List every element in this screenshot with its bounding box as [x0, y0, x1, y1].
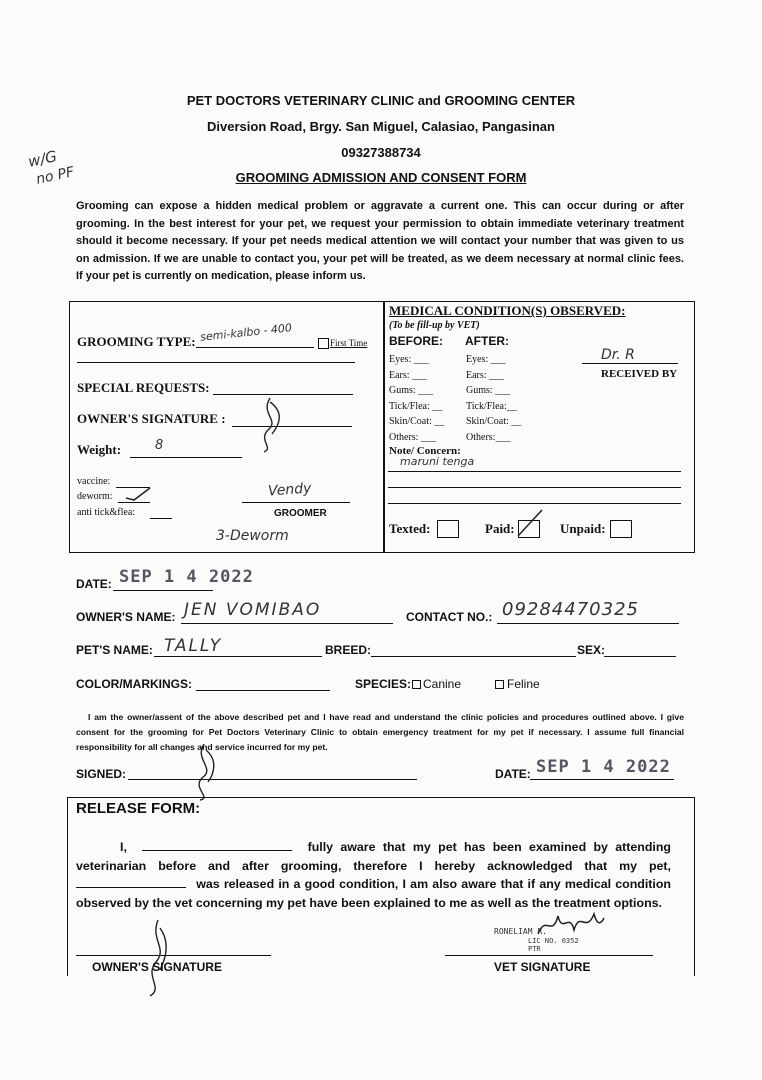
grooming-type-value[interactable]: semi-kalbo - 400: [199, 321, 293, 344]
vet-stamp-line1: RONELIAM R.: [494, 927, 547, 936]
received-by-label: RECEIVED BY: [601, 368, 678, 380]
after-item[interactable]: Others:___: [466, 431, 511, 443]
canine-checkbox[interactable]: [412, 680, 421, 689]
release-pet-name-line[interactable]: [76, 877, 186, 888]
date2-label: DATE:: [495, 767, 531, 781]
note-line-3: [388, 503, 681, 504]
after-item[interactable]: Tick/Flea:__: [466, 400, 517, 412]
grooming-type-line: [196, 347, 314, 348]
margin-note-line1: w/G: [26, 147, 59, 171]
feline-label: Feline: [507, 677, 540, 691]
medical-title: MEDICAL CONDITION(S) OBSERVED:: [389, 303, 626, 318]
received-by-value[interactable]: Dr. R: [601, 347, 635, 363]
deworm-check-mark: [124, 486, 152, 502]
antitick-line[interactable]: [150, 518, 172, 519]
before-item[interactable]: Tick/Flea: __: [389, 400, 443, 412]
groomer-line: [242, 502, 350, 503]
before-item[interactable]: Gums: ___: [389, 385, 434, 396]
date-label: DATE:: [76, 577, 112, 591]
before-item[interactable]: Skin/Coat: __: [389, 416, 445, 427]
vet-stamp-line3: PTR: [528, 945, 541, 953]
weight-label: Weight:: [77, 442, 122, 457]
before-item[interactable]: Eyes: ___: [389, 354, 429, 365]
color-label: COLOR/MARKINGS:: [76, 677, 192, 691]
grooming-type-label: GROOMING TYPE:: [77, 334, 196, 349]
received-by-line: [582, 363, 678, 364]
form-title: GROOMING ADMISSION AND CONSENT FORM: [235, 170, 527, 185]
release-text-part2: was released in a good condition, I am also aware that if any medical condition observed by the vet concerning my pet have been explained to me as well as the treatment options.: [76, 877, 671, 910]
contact-value[interactable]: 09284470325: [502, 599, 639, 620]
note-line-2: [388, 487, 681, 488]
clinic-name: PET DOCTORS VETERINARY CLINIC and GROOMING CENTER: [186, 93, 576, 108]
box-divider: [383, 302, 385, 552]
after-list: [466, 352, 521, 445]
after-item[interactable]: Skin/Coat: __: [466, 416, 522, 427]
after-item[interactable]: Gums: ___: [466, 385, 511, 396]
grooming-type-line2: [77, 362, 355, 363]
weight-line: [130, 457, 242, 458]
after-item[interactable]: Eyes: ___: [466, 354, 506, 365]
unpaid-checkbox[interactable]: [610, 520, 632, 538]
deworm-label: deworm:: [77, 491, 113, 502]
first-time-checkbox[interactable]: [318, 338, 329, 349]
vet-sig-line[interactable]: [445, 955, 653, 956]
vet-signature-scribble: [536, 904, 606, 944]
signed-line[interactable]: [128, 779, 417, 780]
owner-name-line: [181, 623, 393, 624]
vaccine-label: vaccine:: [77, 476, 111, 487]
pet-name-label: PET'S NAME:: [76, 643, 153, 657]
paid-label: Paid:: [485, 521, 515, 536]
after-label: AFTER:: [465, 334, 509, 348]
vet-sig-label: VET SIGNATURE: [494, 960, 591, 974]
before-item[interactable]: Others: ___: [389, 431, 436, 443]
breed-line[interactable]: [371, 656, 576, 657]
species-label: SPECIES:: [355, 677, 412, 691]
owner-release-scribble: [138, 918, 178, 1000]
pet-name-value[interactable]: TALLY: [164, 636, 223, 656]
owner-name-label: OWNER'S NAME:: [76, 610, 176, 624]
paid-check-mark: [512, 506, 546, 540]
note-line-1: [388, 471, 681, 472]
release-paragraph: [76, 838, 671, 912]
contact-label: CONTACT NO.:: [406, 610, 493, 624]
date-line: [113, 590, 213, 591]
antitick-label: anti tick&flea:: [77, 507, 136, 518]
before-item[interactable]: Ears: ___: [389, 369, 428, 381]
clinic-address: Diversion Road, Brgy. San Miguel, Calasiao, Pangasinan: [207, 119, 555, 134]
signed-label: SIGNED:: [76, 767, 127, 781]
groomer-label: GROOMER: [274, 508, 327, 519]
contact-line: [497, 623, 679, 624]
vet-stamp-line2: LIC NO. 0352: [528, 937, 579, 945]
deworm-note: 3-Deworm: [216, 528, 289, 544]
date-stamp[interactable]: SEP 1 4 2022: [119, 567, 254, 587]
owner-signature-scribble: [250, 394, 298, 454]
texted-label: Texted:: [389, 521, 431, 536]
breed-label: BREED:: [325, 643, 372, 657]
owner-sig-label: OWNER'S SIGNATURE: [92, 960, 222, 974]
note-value[interactable]: maruni tenga: [400, 455, 475, 468]
unpaid-label: Unpaid:: [560, 521, 606, 536]
consent-text: I am the owner/assent of the above described pet and I have read and understand the clinic policies and procedures outlined above. I give consent for the grooming for Pet Doctors Veterinary Clinic to obtain emergency treatment for my pet if necessary. I assume full financial responsibility for all changes and service incurred for my pet.: [76, 712, 684, 752]
special-requests-label: SPECIAL REQUESTS:: [77, 380, 210, 395]
feline-checkbox[interactable]: [495, 680, 504, 689]
date2-line: [530, 779, 674, 780]
owners-signature-label: OWNER'S SIGNATURE :: [77, 411, 226, 426]
date2-stamp[interactable]: SEP 1 4 2022: [536, 757, 671, 777]
groomer-name[interactable]: Vendy: [267, 480, 312, 500]
intro-paragraph: Grooming can expose a hidden medical problem or aggravate a current one. This can occur during or after grooming. In the best interest for your pet, we request your permission to obtain immediate veterinary treatment should it become necessary. If your pet needs medical attention we will contact your number that was given to us on admission. If we are unable to contact you, your pet will be treated, as we deem necessary at normal clinic fees. If your pet is currently on medication, please inform us.: [76, 200, 684, 282]
note-label: Note/ Concern:: [389, 445, 461, 457]
first-time-label: First Time: [330, 338, 368, 348]
clinic-phone: 09327388734: [341, 145, 421, 160]
before-list: [389, 352, 444, 445]
medical-subtitle: (To be fill-up by VET): [389, 320, 480, 331]
deworm-line[interactable]: [118, 502, 150, 503]
margin-note-line2: no PF: [34, 164, 76, 188]
before-label: BEFORE:: [389, 334, 443, 348]
release-text-part1: fully aware that my pet has been examined by attending veterinarian before and after grooming, therefore I hereby acknowledged that my pet,: [76, 840, 672, 873]
owner-name-value[interactable]: JEN VOMIBAO: [184, 600, 322, 620]
color-line[interactable]: [196, 690, 330, 691]
texted-checkbox[interactable]: [437, 520, 459, 538]
release-title: RELEASE FORM:: [76, 800, 201, 817]
release-owner-name-line[interactable]: [142, 840, 292, 851]
weight-value[interactable]: 8: [155, 438, 164, 453]
release-i: I,: [120, 840, 127, 854]
signed-scribble: [186, 740, 226, 802]
sex-line[interactable]: [604, 656, 676, 657]
after-item[interactable]: Ears: ___: [466, 369, 505, 381]
pet-name-line: [154, 656, 322, 657]
canine-label: Canine: [423, 677, 462, 691]
sex-label: SEX:: [577, 643, 606, 657]
